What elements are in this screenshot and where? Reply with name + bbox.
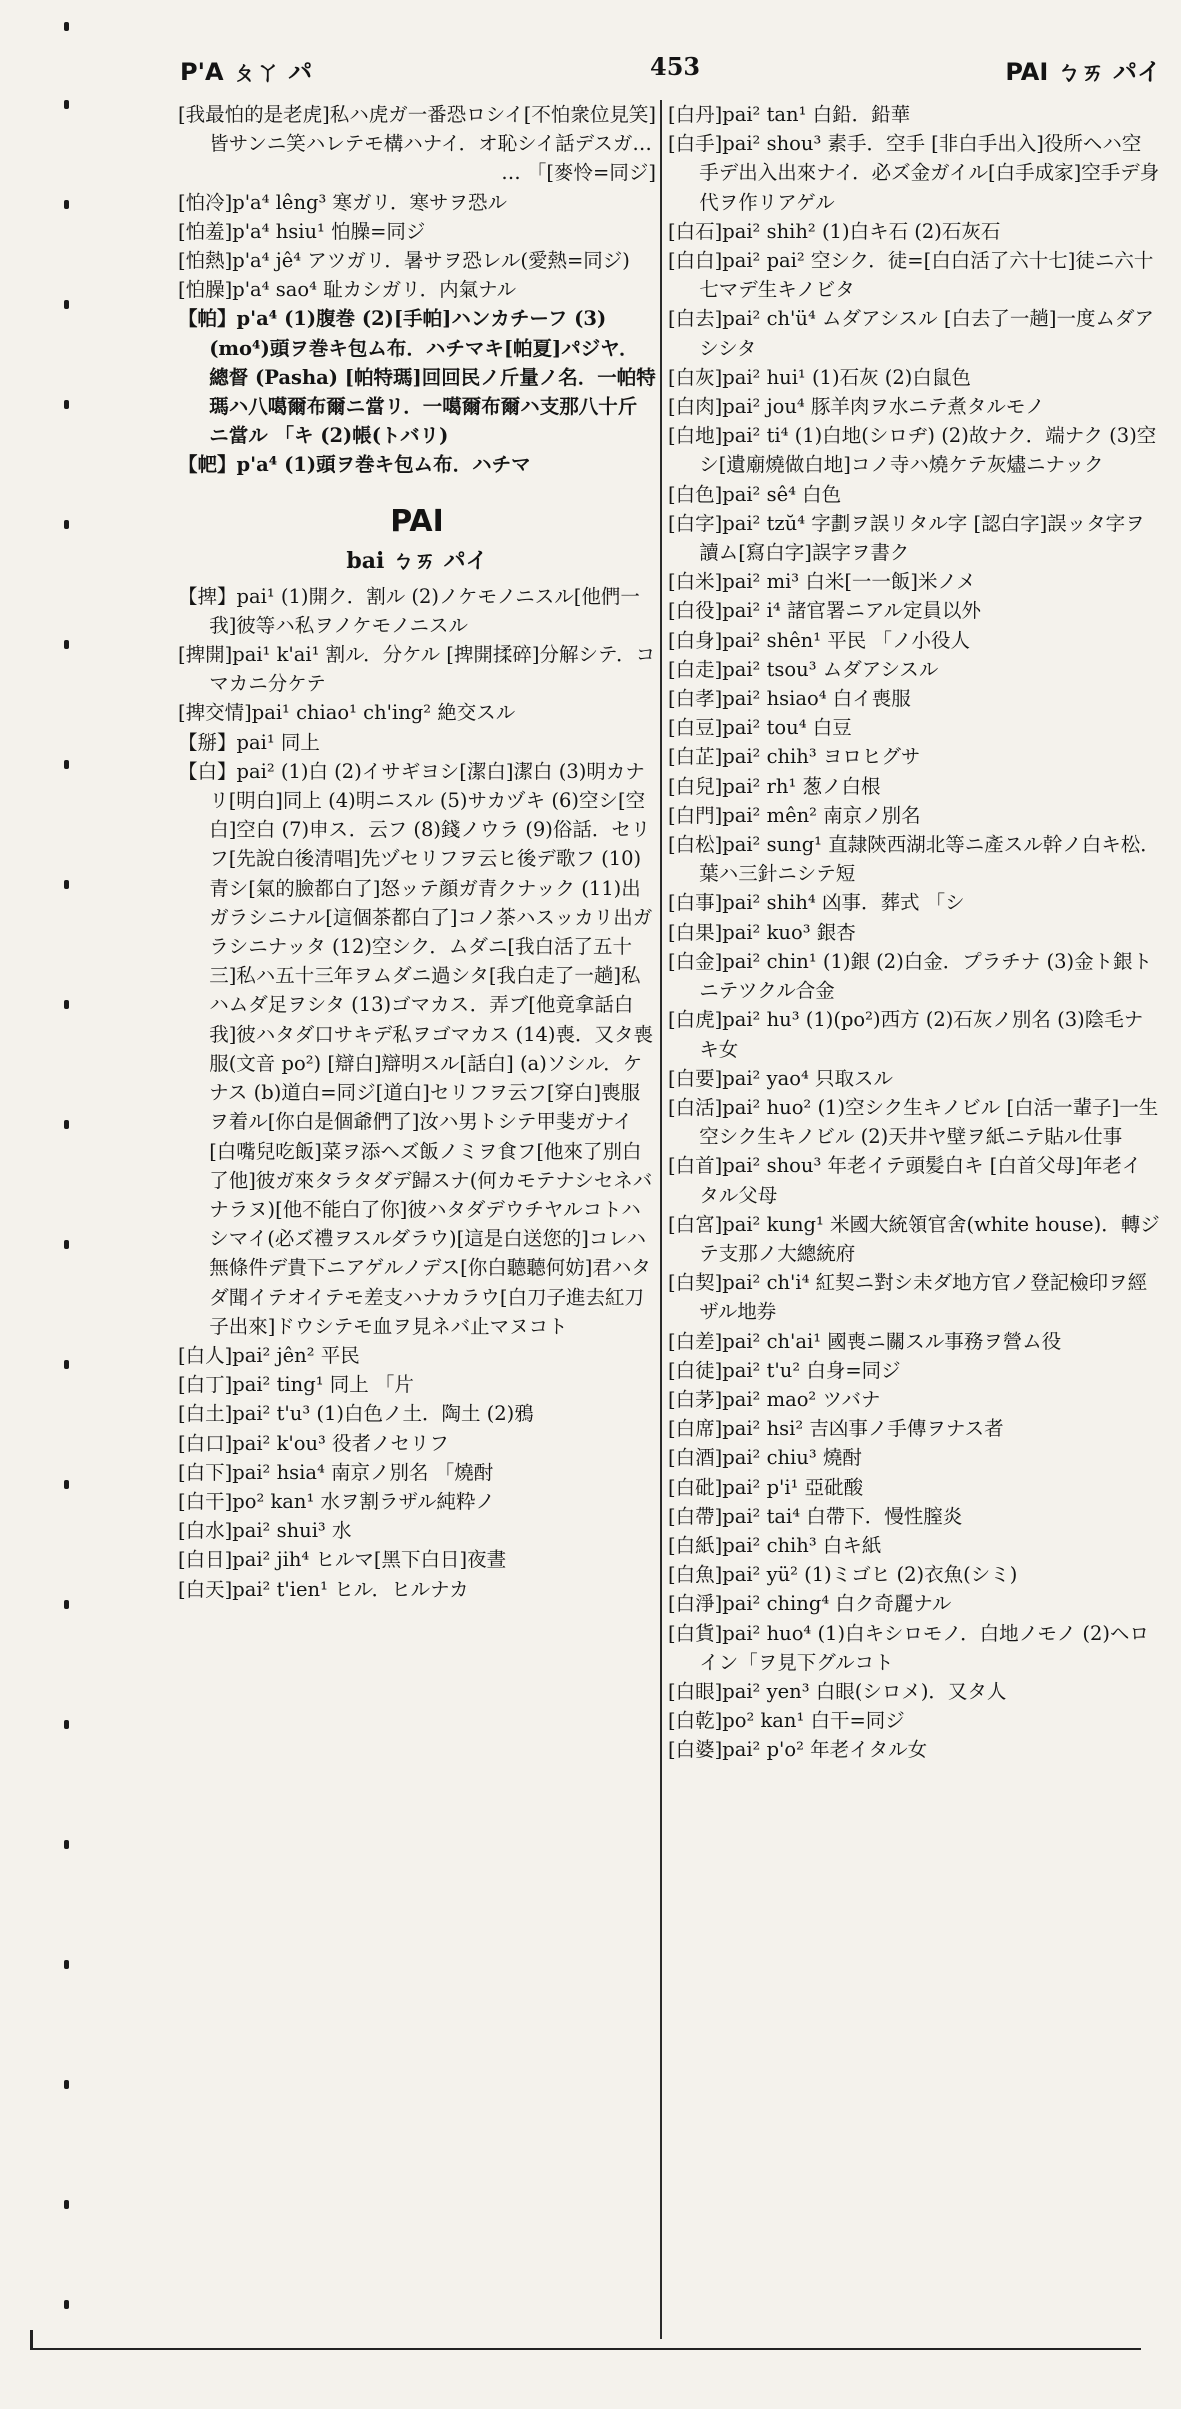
margin-mark [64, 22, 69, 31]
dictionary-entry: [怕羞]p'a⁴ hsiu¹ 怕臊=同ジ [178, 219, 426, 243]
margin-mark [64, 880, 69, 889]
dictionary-entry: [白孝]pai² hsiao⁴ 白イ喪服 [668, 687, 911, 711]
dictionary-entry: [白豆]pai² tou⁴ 白豆 [668, 716, 852, 740]
dictionary-entry: [白字]pai² tzŭ⁴ 字劃ヲ誤リタル字 [認白字]誤ッタ字ヲ讀ム[寫白字]誤字ヲ書ク [668, 511, 1145, 565]
margin-mark [64, 2300, 69, 2309]
margin-mark [64, 1000, 69, 1009]
footer-mark [30, 2330, 33, 2350]
dictionary-entry: [怕冷]p'a⁴ lêng³ 寒ガリ．寒サヲ恐ル [178, 190, 508, 214]
dictionary-entry: [白干]po² kan¹ 水ヲ割ラザル純粋ノ [178, 1489, 495, 1513]
dictionary-entry: [白酒]pai² chiu³ 燒酎 [668, 1446, 862, 1470]
dictionary-entry: [白石]pai² shih² (1)白キ石 (2)石灰石 [668, 219, 1001, 243]
dictionary-entry: [白灰]pai² hui¹ (1)石灰 (2)白鼠色 [668, 365, 971, 389]
dictionary-entry: [白肉]pai² jou⁴ 豚羊肉ヲ水ニテ煮タルモノ [668, 395, 1045, 419]
dictionary-entry: [白首]pai² shou³ 年老イテ頭髪白キ [白首父母]年老イタル父母 [668, 1154, 1142, 1207]
margin-mark [64, 300, 69, 309]
dictionary-entry: [白砒]pai² p'i¹ 亞砒酸 [668, 1475, 864, 1499]
dictionary-entry: 【掰】pai¹ 同上 [178, 730, 320, 754]
running-header [180, 52, 1161, 92]
dictionary-entry: [白貨]pai² huo⁴ (1)白キシロモノ．白地ノモノ (2)ヘロイン「ヲ見下グルコト [668, 1621, 1149, 1674]
margin-mark [64, 1840, 69, 1849]
margin-mark [64, 760, 69, 769]
dictionary-entry: [白茅]pai² mao² ツバナ [668, 1387, 881, 1411]
dictionary-entry: [白虎]pai² hu³ (1)(po²)西方 (2)石灰ノ別名 (3)陰毛ナキ女 [668, 1008, 1144, 1061]
dictionary-entry: [白米]pai² mi³ 白米[一一飯]米ノメ [668, 570, 976, 594]
dictionary-entry: [白門]pai² mên² 南京ノ別名 [668, 803, 921, 827]
header-right: PAI ㄅㄞ パイ [1005, 58, 1161, 86]
dictionary-entry: [白兒]pai² rh¹ 葱ノ白根 [668, 774, 881, 798]
dictionary-entry: [捭開]pai¹ k'ai¹ 割ル．分ケル [捭開揉碎]分解シテ．コマカニ分ケテ [178, 643, 656, 696]
section-heading: PAI [390, 503, 444, 539]
right-column [668, 100, 1160, 2349]
dictionary-entry: [白宮]pai² kung¹ 米國大統領官舍(white house)．轉ジテ支那ノ大總統府 [668, 1212, 1160, 1265]
dictionary-entry: [白丹]pai² tan¹ 白鉛．鉛華 [668, 103, 911, 126]
dictionary-entry: 【帕】p'a⁴ (1)腹巻 (2)[手帕]ハンカチーフ (3)(mo⁴)頭ヲ巻キ包ム布．ハチマキ[帕夏]パジヤ．總督 (Pasha) [帕特瑪]回回民ノ斤量ノ名．一帕特瑪ハ八噶爾布爾ニ當リ．一噶爾布爾ハ支那八十斤ニ當ル 「キ (2)帳(トバリ) [178, 307, 656, 448]
margin-mark [64, 1120, 69, 1129]
dictionary-entry: [白水]pai² shui³ 水 [178, 1519, 352, 1543]
page-number: 453 [650, 52, 701, 81]
left-column [178, 100, 656, 2349]
margin-mark [64, 520, 69, 529]
dictionary-entry: [怕臊]p'a⁴ sao⁴ 耻カシガリ．内氣ナル [178, 278, 517, 302]
dictionary-entry: [白土]pai² t'u³ (1)白色ノ土．陶土 (2)鴉 [178, 1402, 534, 1426]
dictionary-entry: [白乾]po² kan¹ 白干=同ジ [668, 1709, 905, 1733]
dictionary-entry: [白徒]pai² t'u² 白身=同ジ [668, 1358, 901, 1382]
margin-mark [64, 1480, 69, 1489]
dictionary-entry: [白事]pai² shih⁴ 凶事．葬式 「シ [668, 891, 965, 915]
dictionary-entry: [白地]pai² ti⁴ (1)白地(シロヂ) (2)故ナク．端ナク (3)空シ[遺廟燒做白地]コノ寺ハ燒ケテ灰燼ニナック [668, 424, 1157, 477]
dictionary-entry: [白人]pai² jên² 平民 [178, 1343, 360, 1367]
margin-mark [64, 1240, 69, 1249]
margin-mark [64, 1600, 69, 1609]
margin-mark [64, 2080, 69, 2089]
margin-mark [64, 100, 69, 109]
margin-mark [64, 1720, 69, 1729]
dictionary-entry: [白紙]pai² chih³ 白キ紙 [668, 1533, 882, 1557]
dictionary-entry: [白日]pai² jih⁴ ヒルマ[黑下白日]夜晝 [178, 1548, 507, 1572]
dictionary-entry: [白果]pai² kuo³ 銀杏 [668, 920, 856, 944]
header-left: P'A ㄆㄚ パ [180, 58, 313, 86]
dictionary-entry: [白松]pai² sung¹ 直隷陝西湖北等ニ產スル幹ノ白キ松．葉ハ三針ニシテ短 [668, 833, 1160, 886]
margin-mark [64, 640, 69, 649]
dictionary-entry: [白差]pai² ch'ai¹ 國喪ニ關スル事務ヲ營ム役 [668, 1329, 1062, 1353]
margin-mark [64, 1960, 69, 1969]
dictionary-entry: [白活]pai² huo² (1)空シク生キノビル [白活一輩子]一生空シク生キノビル (2)天井ヤ壁ヲ紙ニテ貼ル仕事 [668, 1095, 1159, 1149]
margin-mark [64, 400, 69, 409]
section-subheading: bai ㄅㄞ パイ [346, 547, 488, 574]
dictionary-entry: [白芷]pai² chih³ ヨロヒグサ [668, 745, 921, 769]
dictionary-entry: [白去]pai² ch'ü⁴ ムダアシスル [白去了一趟]一度ムダアシシタ [668, 307, 1155, 360]
dictionary-entry: [白身]pai² shên¹ 平民 「ノ小役人 [668, 628, 970, 652]
dictionary-entry: [白婆]pai² p'o² 年老イタル女 [668, 1738, 928, 1762]
dictionary-entry: [白眼]pai² yen³ 白眼(シロメ)．又タ人 [668, 1679, 1007, 1703]
dictionary-entry: [白帶]pai² tai⁴ 白帶下．慢性膣炎 [668, 1504, 963, 1528]
margin-mark [64, 1360, 69, 1369]
dictionary-entry: [白天]pai² t'ien¹ ヒル．ヒルナカ [178, 1577, 469, 1601]
dictionary-entry: [我最怕的是老虎]私ハ虎ガ一番恐ロシイ[不怕衆位見笑]皆サンニ笑ハレテモ構ハナイ．オ恥シイ話デスガ… [178, 103, 656, 156]
dictionary-entry: 【帊】p'a⁴ (1)頭ヲ巻キ包ム布．ハチマ [178, 453, 531, 477]
dictionary-entry: [白口]pai² k'ou³ 役者ノセリフ [178, 1431, 449, 1455]
dictionary-entry: [白要]pai² yao⁴ 只取スル [668, 1066, 893, 1090]
dictionary-entry: [白丁]pai² ting¹ 同上 「片 [178, 1373, 414, 1397]
dictionary-entry: [捭交情]pai¹ chiao¹ ch'ing² 絶交スル [178, 701, 516, 725]
dictionary-entry: [白色]pai² sê⁴ 白色 [668, 482, 842, 506]
footer-rule [30, 2348, 1141, 2350]
dictionary-entry: [白下]pai² hsia⁴ 南京ノ別名 「燒酎 [178, 1460, 494, 1484]
dictionary-entry: [白役]pai² i⁴ 諸官署ニアル定員以外 [668, 599, 982, 623]
margin-mark [64, 2200, 69, 2209]
dictionary-entry: [白淨]pai² ching⁴ 白ク奇麗ナル [668, 1592, 952, 1616]
dictionary-entry: 【捭】pai¹ (1)開ク．割ル (2)ノケモノニスル[他們一我]彼等ハ私ヲノケモノニスル [178, 584, 640, 637]
dictionary-entry: [白契]pai² ch'i⁴ 紅契ニ對シ未ダ地方官ノ登記檢印ヲ經ザル地券 [668, 1271, 1148, 1324]
dictionary-entry: [白白]pai² pai² 空シク．徒=[白白活了六十七]徒ニ六十七マデ生キノビタ [668, 249, 1154, 302]
dictionary-entry: [白走]pai² tsou³ ムダアシスル [668, 657, 939, 681]
margin-mark [64, 200, 69, 209]
dictionary-entry: [白席]pai² hsi² 吉凶事ノ手傳ヲナス者 [668, 1417, 1004, 1441]
dictionary-entry: … 「[麥怜=同ジ] [501, 161, 656, 185]
dictionary-entry: [白金]pai² chin¹ (1)銀 (2)白金．プラチナ (3)金ト銀トニテツクル合金 [668, 949, 1153, 1003]
dictionary-entry: 【白】pai² (1)白 (2)イサギヨシ[潔白]潔白 (3)明カナリ[明白]同上 (4)明ニスル (5)サカヅキ (6)空シ[空白]空白 (7)申ス．云フ (8)錢ノウラ (9)俗話．セリフ[先說白後清唱]先ヅセリフヲ云ヒ後デ歌フ (10)青シ[氣的臉都白了]怒ッテ顔ガ青クナック (11)出ガラシニナル[這個茶都白了]コノ茶ハスッカリ出ガラシニナッタ (12)空シク．ムダニ[我白活了五十三]私ハ五十三年ヲムダニ過シタ[我白走了一趟]私ハムダ足ヲシタ (13)ゴマカス．弄ブ[他竟拿話白我]彼ハタダ口サキデ私ヲゴマカス (14)喪．又タ喪服(文音 po²) [辯白]辯明スル[話白] (a)ソシル．ケナス (b)道白=同ジ[道白]セリフヲ云フ[穿白]喪服ヲ着ル[你白是個爺們了]汝ハ男トシテ甲斐ガナイ[白嘴兒吃飯]菜ヲ添ヘズ飯ノミヲ食フ[他來了別白了他]彼ガ來タラタダデ歸スナ(何カモテナシセネバナラヌ)[他不能白了你]彼ハタダデウチヤルコトハシマイ(必ズ禮ヲスルダラウ)[這是白送您的]コレハ無條件デ貴下ニアゲルノデス[你白聽聽何妨]君ハタダ聞イテオイテモ差支ハナカラウ[白刀子進去紅刀子出來]ドウシテモ血ヲ見ネバ止マヌコト [178, 759, 654, 1338]
column-divider [660, 100, 662, 2339]
dictionary-entry: [白魚]pai² yü² (1)ミゴヒ (2)衣魚(シミ) [668, 1563, 1018, 1587]
dictionary-entry: [白手]pai² shou³ 素手．空手 [非白手出入]役所ヘハ空手デ出入出來ナイ．必ズ金ガイル[白手成家]空手デ身代ヲ作リアゲル [668, 132, 1160, 214]
dictionary-entry: [怕熱]p'a⁴ jê⁴ アツガリ．暑サヲ恐レル(愛熱=同ジ) [178, 249, 630, 273]
